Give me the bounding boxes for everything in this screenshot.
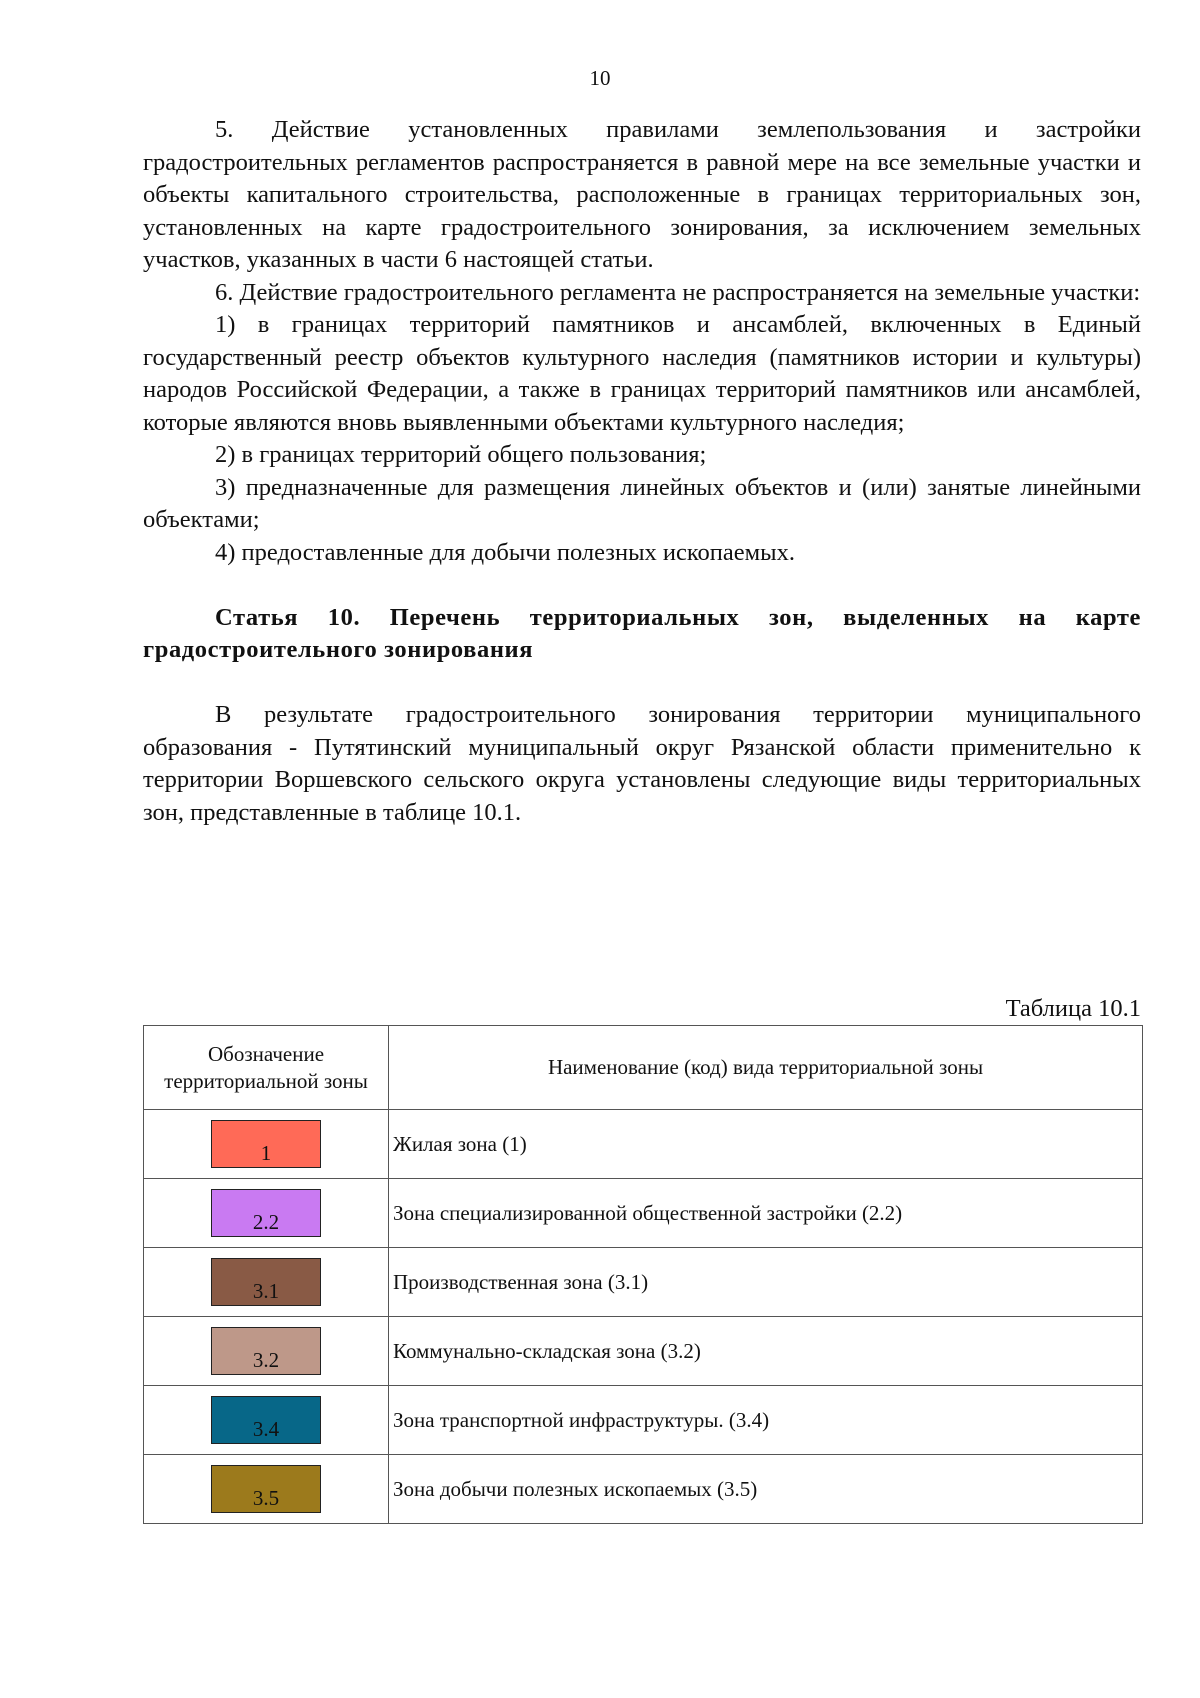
spacer — [143, 667, 1141, 700]
list-item-1: 1) в границах территорий памятников и ансамблей, включенных в Единый государственный реестр объектов культурного наследия (памятников истории и культуры) народов Российской Федерации, а также в границах территорий памятников или ансамблей, которые являются вновь выявленными объектами культурного наследия; — [143, 311, 1141, 436]
article-heading: Статья 10. Перечень территориальных зон, выделенных на карте градостроительного зонирования — [143, 603, 1141, 663]
zone-designation-cell — [144, 1248, 389, 1317]
intro-paragraph: В результате градостроительного зонирования территории муниципального образования - Путятинский муниципальный округ Рязанской области применительно к территории Воршевского сельского округа установлены следующие виды территориальных зон, представленные в таблице 10.1. — [143, 701, 1141, 826]
zone-name-cell: Жилая зона (1) — [389, 1110, 1143, 1179]
zone-designation-cell — [144, 1386, 389, 1455]
zone-name-cell: Зона добычи полезных ископаемых (3.5) — [389, 1455, 1143, 1524]
header-zone-name: Наименование (код) вида территориальной зоны — [389, 1026, 1143, 1110]
table-row — [144, 1248, 1143, 1317]
zone-color-swatch: 2.2 — [211, 1189, 321, 1237]
table-caption: Таблица 10.1 — [1005, 995, 1141, 1022]
zone-color-swatch: 3.1 — [211, 1258, 321, 1306]
zone-color-swatch: 3.4 — [211, 1396, 321, 1444]
table-row — [144, 1179, 1143, 1248]
table-row — [144, 1386, 1143, 1455]
paragraph-part-5: 5. Действие установленных правилами землепользования и застройки градостроительных регламентов распространяется в равной мере на все земельные участки и объекты капитального строительства, расположенные в границах территориальных зон, установленных на карте градостроительного зонирования, за исключением земельных участков, указанных в части 6 настоящей статьи. — [143, 116, 1141, 273]
zone-name-cell: Зона транспортной инфраструктуры. (3.4) — [389, 1386, 1143, 1455]
zone-designation-cell — [144, 1110, 389, 1179]
list-item-3: 3) предназначенные для размещения линейных объектов и (или) занятые линейными объектами; — [143, 473, 1141, 533]
zone-name-cell: Зона специализированной общественной застройки (2.2) — [389, 1179, 1143, 1248]
zone-color-swatch: 3.5 — [211, 1465, 321, 1513]
page-number: 10 — [589, 66, 611, 90]
table-row — [144, 1455, 1143, 1524]
zone-designation-cell — [144, 1455, 389, 1524]
list-item-2: 2) в границах территорий общего пользования; — [215, 441, 707, 468]
paragraph-part-6: 6. Действие градостроительного регламента не распространяется на земельные участки: — [215, 278, 1141, 306]
zone-color-swatch: 1 — [211, 1120, 321, 1168]
zone-color-swatch: 3.2 — [211, 1327, 321, 1375]
spacer — [143, 569, 1141, 602]
table-row — [144, 1110, 1143, 1179]
body-text — [143, 114, 1141, 829]
zone-name-cell: Производственная зона (3.1) — [389, 1248, 1143, 1317]
zone-name-cell: Коммунально-складская зона (3.2) — [389, 1317, 1143, 1386]
zones-table — [143, 1025, 1143, 1524]
zone-designation-cell — [144, 1317, 389, 1386]
list-item-4: 4) предоставленные для добычи полезных ископаемых. — [215, 538, 795, 566]
zone-designation-cell — [144, 1179, 389, 1248]
table-header-row — [144, 1026, 1143, 1110]
header-designation: Обозначение территориальной зоны — [144, 1026, 389, 1110]
table-row — [144, 1317, 1143, 1386]
